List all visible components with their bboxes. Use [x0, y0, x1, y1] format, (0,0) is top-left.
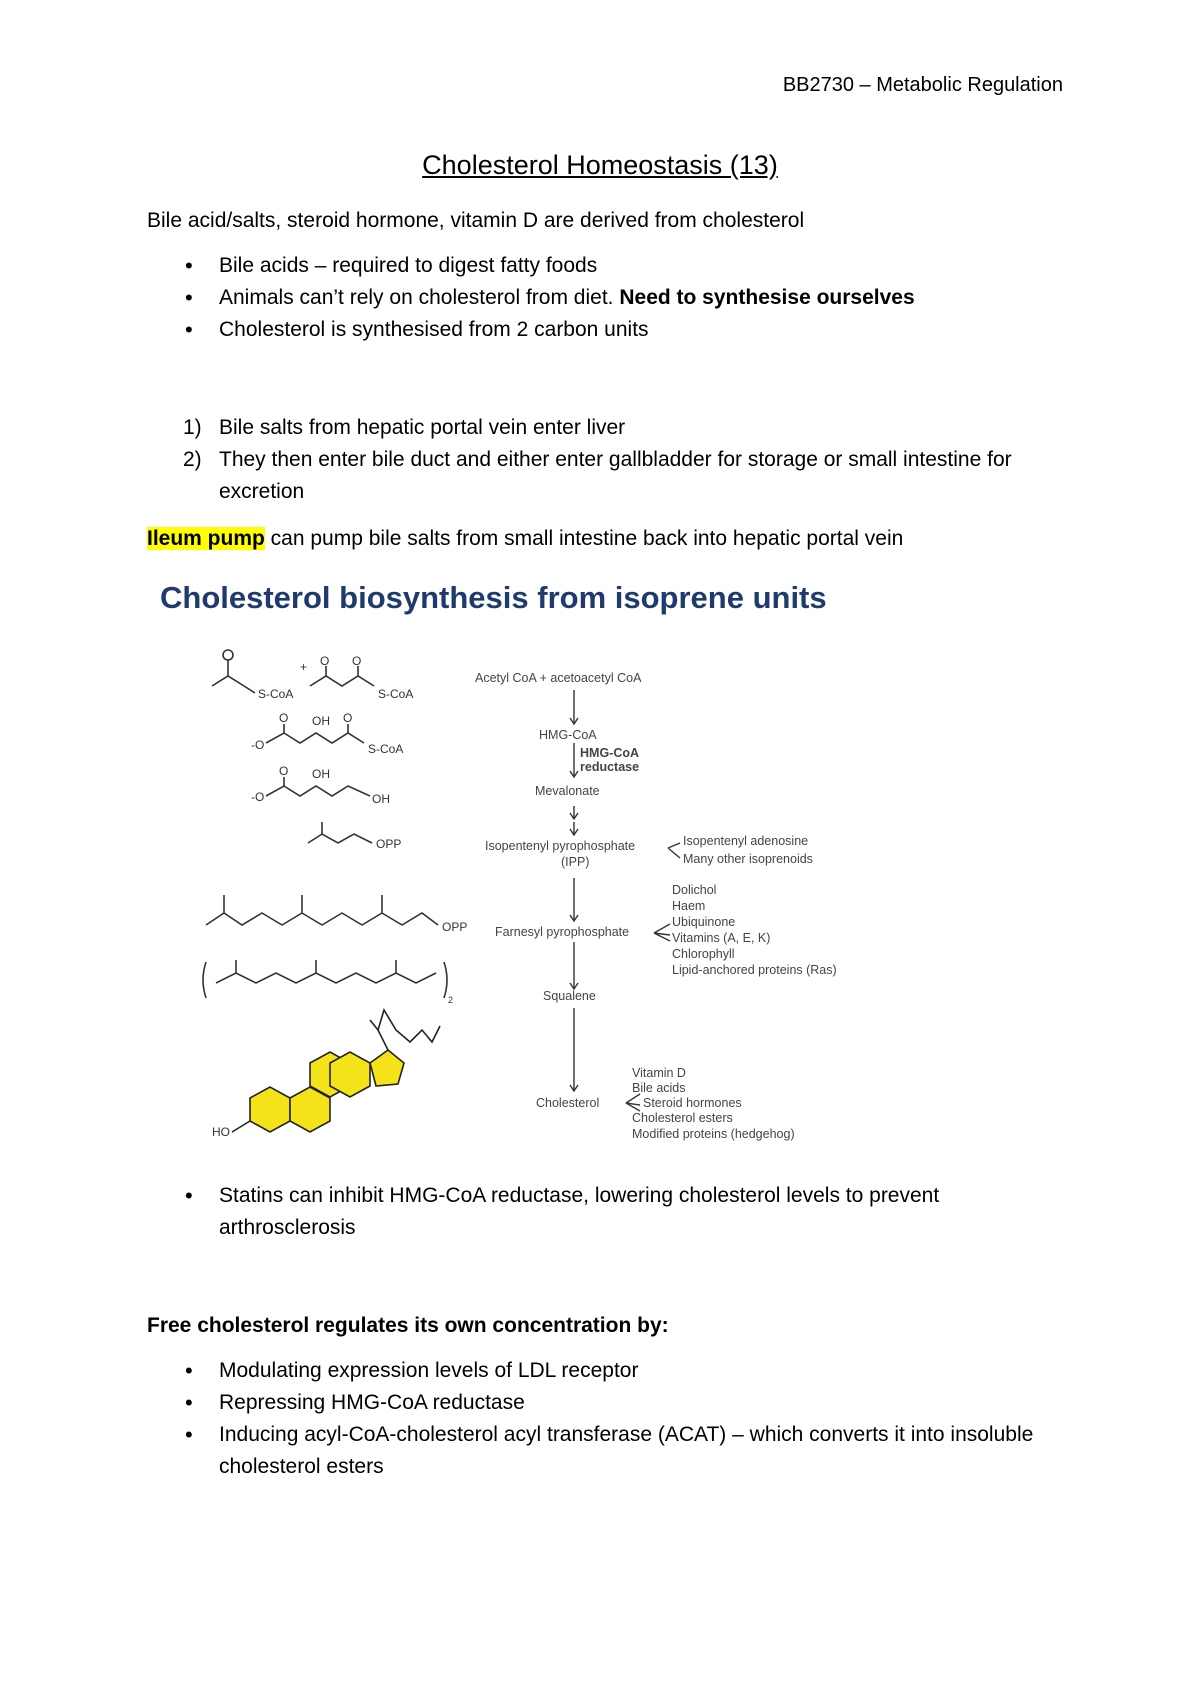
product-label: Dolichol — [672, 883, 717, 897]
label: O — [279, 711, 289, 725]
mevalonate-structure — [266, 786, 370, 796]
product-label: Haem — [672, 899, 706, 913]
enzyme-label: HMG-CoA — [580, 746, 640, 760]
label: 2 — [448, 995, 454, 1005]
pathway-label: (IPP) — [561, 855, 590, 869]
figure-title: Cholesterol biosynthesis from isoprene units — [160, 580, 827, 615]
label: O — [343, 711, 353, 725]
statins-list — [147, 1180, 1047, 1244]
product-label: Vitamins (A, E, K) — [672, 931, 771, 945]
bullet-list-2 — [147, 1355, 1047, 1483]
ileum-paragraph: Ileum pump can pump bile salts from small intestine back into hepatic portal vein — [147, 527, 904, 550]
squalene-structure — [216, 973, 436, 983]
label: OH — [312, 767, 330, 781]
list-item: • Cholesterol is synthesised from 2 carbon units — [147, 314, 1047, 346]
product-label: Vitamin D — [632, 1066, 686, 1080]
label: S-CoA — [378, 687, 414, 701]
page-title: Cholesterol Homeostasis (13) — [422, 150, 778, 180]
product-label: Ubiquinone — [672, 915, 736, 929]
label: OH — [372, 792, 390, 806]
label: OPP — [442, 920, 468, 934]
list-item: • Inducing acyl-CoA-cholesterol acyl transferase (ACAT) – which converts it into insoluble cholesterol esters — [147, 1419, 1047, 1483]
list-item: • Repressing HMG-CoA reductase — [147, 1387, 1047, 1419]
enzyme-label: reductase — [580, 760, 640, 774]
label: OPP — [376, 837, 402, 851]
list-item: • Statins can inhibit HMG-CoA reductase, lowering cholesterol levels to prevent arthrosclerosis — [147, 1180, 1047, 1244]
biosynthesis-figure — [160, 575, 880, 1150]
list-item: • Modulating expression levels of LDL receptor — [147, 1355, 1047, 1387]
intro-text: Bile acid/salts, steroid hormone, vitamin D are derived from cholesterol — [147, 209, 805, 232]
pathway-label: Farnesyl pyrophosphate — [495, 925, 630, 939]
highlighted-term: Ileum pump — [147, 527, 265, 550]
product-label: Cholesterol esters — [632, 1111, 733, 1125]
pathway-label: HMG-CoA — [539, 728, 597, 742]
page-header: BB2730 – Metabolic Regulation — [782, 74, 1063, 96]
acetyl-coa-structure — [212, 676, 244, 686]
label: O — [320, 654, 330, 668]
acetoacetyl-coa-structure — [310, 676, 374, 686]
list-item: • Bile acids – required to digest fatty foods — [147, 250, 1047, 282]
label: S-CoA — [368, 742, 404, 756]
numbered-list — [147, 412, 1057, 508]
label: + — [300, 660, 308, 674]
list-item: • Animals can’t rely on cholesterol from diet. Need to synthesise ourselves — [147, 282, 1047, 314]
farnesyl-structure — [206, 913, 438, 925]
product-label: Modified proteins (hedgehog) — [632, 1127, 795, 1141]
pathway-label: Squalene — [543, 989, 596, 1003]
product-label: Isopentenyl adenosine — [683, 834, 809, 848]
label: HO — [212, 1125, 230, 1139]
squalene-bracket — [203, 962, 206, 998]
product-label: Steroid hormones — [643, 1096, 742, 1110]
bullet-list-1 — [147, 250, 1047, 346]
label: S-CoA — [258, 687, 294, 701]
list-item: 2) They then enter bile duct and either enter gallbladder for storage or small intestine for excretion — [183, 448, 1012, 503]
label: -O — [251, 738, 265, 752]
label: O — [352, 654, 362, 668]
free-cholesterol-heading: Free cholesterol regulates its own concentration by: — [147, 1314, 669, 1337]
list-item: 1) Bile salts from hepatic portal vein enter liver — [183, 416, 626, 439]
product-label: Bile acids — [632, 1081, 686, 1095]
pathway-label: Cholesterol — [536, 1096, 600, 1110]
cholesterol-structure — [232, 1010, 440, 1132]
product-label: Lipid-anchored proteins (Ras) — [672, 963, 837, 977]
label: O — [279, 764, 289, 778]
product-label: Many other isoprenoids — [683, 852, 813, 866]
label: -O — [251, 790, 265, 804]
product-label: Chlorophyll — [672, 947, 735, 961]
hmg-coa-structure — [266, 733, 364, 743]
pathway-label: Isopentenyl pyrophosphate — [485, 839, 636, 853]
ipp-structure — [308, 834, 372, 843]
label: OH — [312, 714, 330, 728]
pathway-label: Acetyl CoA + acetoacetyl CoA — [475, 671, 642, 685]
pathway-label: Mevalonate — [535, 784, 600, 798]
